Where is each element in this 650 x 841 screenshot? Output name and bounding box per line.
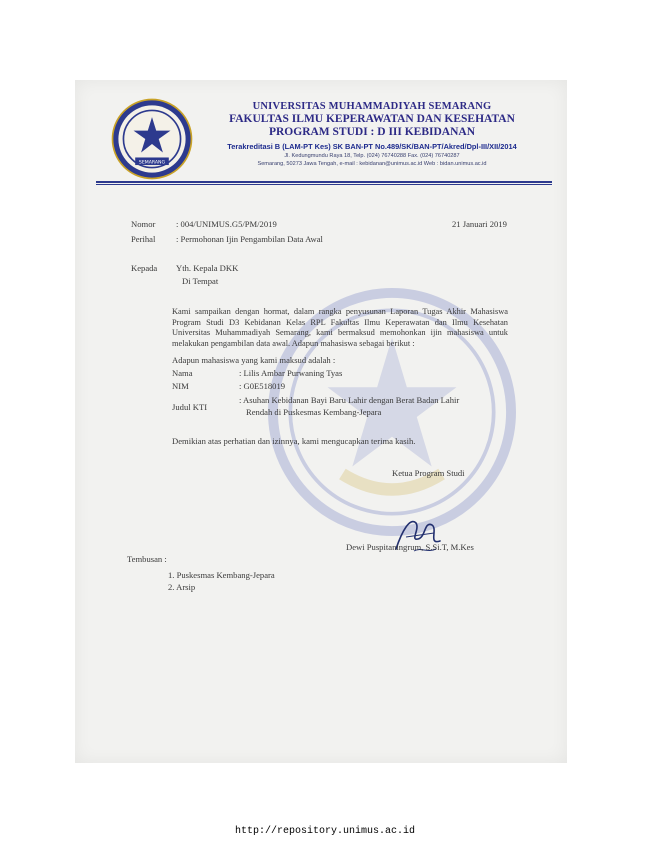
judul-value-line2: Rendah di Puskesmas Kembang-Jepara xyxy=(246,407,382,417)
judul-label: Judul KTI xyxy=(172,402,208,412)
nama-value: : Lilis Ambar Purwaning Tyas xyxy=(239,368,343,378)
nim-value: : G0E518019 xyxy=(239,381,286,391)
nomor-label: Nomor xyxy=(131,219,156,229)
logo-semarang-text: SEMARANG xyxy=(138,160,166,166)
letterhead xyxy=(196,101,548,168)
letterhead-rule-thin xyxy=(96,184,552,185)
nim-label: NIM xyxy=(172,381,189,391)
nomor-value: : 004/UNIMUS.G5/PM/2019 xyxy=(176,219,277,229)
contact-line: Semarang, 50273 Jawa Tengah, e-mail : kebidanan@unimus.ac.id Web : bidan.unimus.ac.id xyxy=(257,161,487,167)
accreditation-line: Terakreditasi B (LAM-PT Kes) SK BAN-PT No.489/SK/BAN-PT/Akred/Dpl-III/XII/2014 xyxy=(227,142,517,151)
perihal-label: Perihal xyxy=(131,234,156,244)
kepada-label: Kepada xyxy=(131,263,158,273)
nama-label: Nama xyxy=(172,368,193,378)
perihal-value: : Permohonan Ijin Pengambilan Data Awal xyxy=(176,234,323,244)
tembusan-item-1: 1. Puskesmas Kembang-Jepara xyxy=(168,570,275,580)
faculty-name: FAKULTAS ILMU KEPERAWATAN DAN KESEHATAN xyxy=(229,113,515,125)
university-name: UNIVERSITAS MUHAMMADIYAH SEMARANG xyxy=(252,101,492,112)
letterhead-rule xyxy=(96,181,552,183)
kepada-value: Yth. Kepala DKK xyxy=(176,263,239,273)
tembusan-label: Tembusan : xyxy=(127,554,167,564)
university-logo xyxy=(110,97,194,181)
di-tempat: Di Tempat xyxy=(182,276,219,286)
signatory-title: Ketua Program Studi xyxy=(392,468,465,478)
student-intro: Adapun mahasiswa yang kami maksud adalah : xyxy=(172,355,336,365)
tembusan-item-2: 2. Arsip xyxy=(168,582,196,592)
repository-url: http://repository.unimus.ac.id xyxy=(234,826,416,837)
program-name: PROGRAM STUDI : D III KEBIDANAN xyxy=(268,126,476,138)
body-paragraph: Kami sampaikan dengan hormat, dalam rangka penyusunan Laporan Tugas Akhir Mahasiswa Program Studi D3 Kebidanan Kelas RPL Fakultas Ilmu Keperawatan dan Ilmu Kesehatan Universitas Muhammadiyah Semarang, kami bermaksud memohonkan ijin mahasiswa untuk melakukan pengambilan data awal. Adapun mahasiswa sebagai berikut : xyxy=(172,307,508,348)
judul-value-line1: : Asuhan Kebidanan Bayi Baru Lahir dengan Berat Badan Lahir xyxy=(239,395,460,405)
letter-date: 21 Januari 2019 xyxy=(452,219,507,229)
closing-text: Demikian atas perhatian dan izinnya, kami mengucapkan terima kasih. xyxy=(172,436,416,446)
address-line: Jl. Kedungmundu Raya 18, Telp. (024) 76740288 Fax. (024) 76740287 xyxy=(284,153,460,159)
signatory-name: Dewi Puspitaningrum, S.Si.T, M.Kes xyxy=(346,542,474,552)
